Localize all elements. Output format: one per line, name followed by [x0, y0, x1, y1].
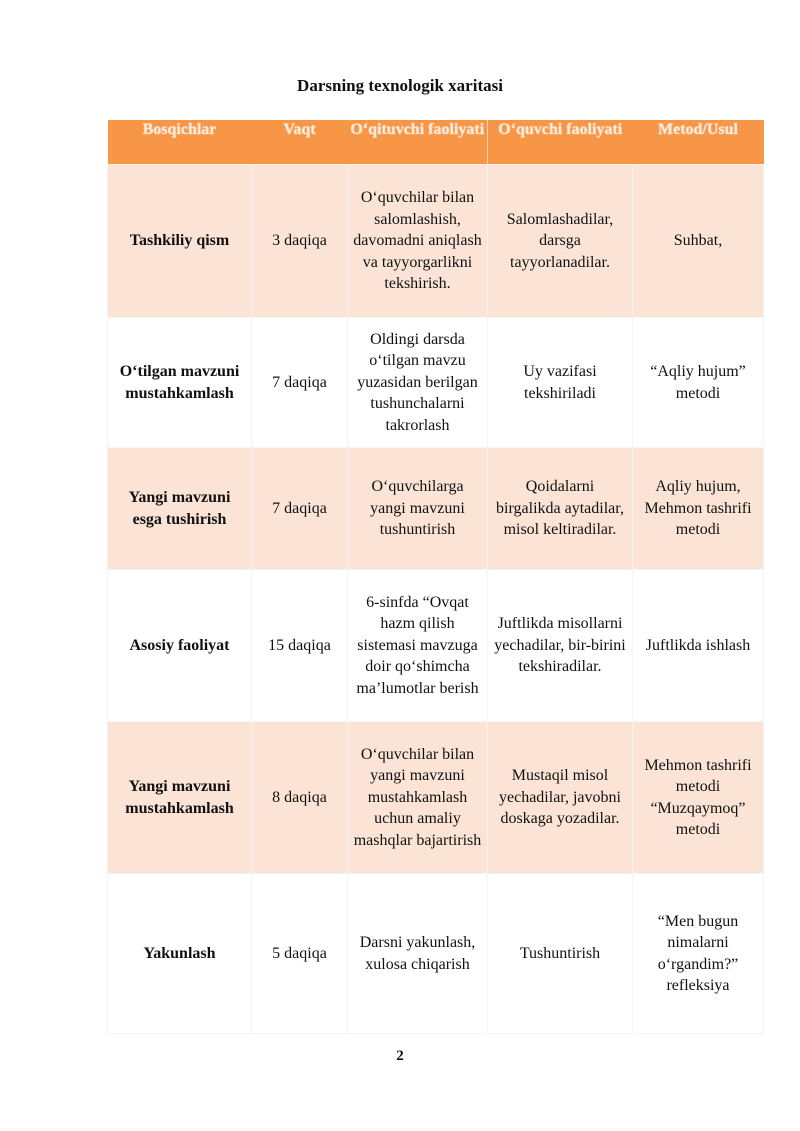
method-cell: Juftlikda ishlash: [633, 570, 764, 722]
student-activity-cell: Salomlashadilar, darsga tayyorlanadilar.: [488, 165, 633, 318]
time-cell: 8 daqiqa: [252, 722, 348, 874]
stage-cell: Asosiy faoliyat: [108, 570, 252, 722]
student-activity-cell: Tushuntirish: [488, 874, 633, 1034]
page-number: 2: [396, 1048, 404, 1064]
table-row: [108, 722, 764, 874]
table-row: [108, 318, 764, 448]
method-cell: “Aqliy hujum” metodi: [633, 318, 764, 448]
student-activity-cell: Mustaqil misol yechadilar, javobni doskaga yozadilar.: [488, 722, 633, 874]
stage-cell: O‘tilgan mavzuni mustahkamlash: [108, 318, 252, 448]
student-activity-cell: Qoidalarni birgalikda aytadilar, misol keltiradilar.: [488, 448, 633, 570]
lesson-plan-table: [107, 120, 764, 1034]
header-method: Metod/Usul: [633, 120, 764, 165]
time-cell: 3 daqiqa: [252, 165, 348, 318]
method-cell: Aqliy hujum, Mehmon tashrifi metodi: [633, 448, 764, 570]
document-title: Darsning texnologik xaritasi: [297, 76, 503, 95]
teacher-activity-cell: O‘quvchilar bilan salomlashish, davomadni aniqlash va tayyorgarlikni tekshirish.: [348, 165, 488, 318]
time-cell: 7 daqiqa: [252, 448, 348, 570]
table-header-row: [108, 120, 764, 165]
teacher-activity-cell: O‘quvchilar bilan yangi mavzuni mustahkamlash uchun amaliy mashqlar bajartirish: [348, 722, 488, 874]
stage-cell: Yangi mavzuni mustahkamlash: [108, 722, 252, 874]
teacher-activity-cell: O‘quvchilarga yangi mavzuni tushuntirish: [348, 448, 488, 570]
stage-cell: Tashkiliy qism: [108, 165, 252, 318]
teacher-activity-cell: 6-sinfda “Ovqat hazm qilish sistemasi mavzuga doir qo‘shimcha ma’lumotlar berish: [348, 570, 488, 722]
stage-cell: Yakunlash: [108, 874, 252, 1034]
time-cell: 15 daqiqa: [252, 570, 348, 722]
student-activity-cell: Uy vazifasi tekshiriladi: [488, 318, 633, 448]
table-row: [108, 448, 764, 570]
teacher-activity-cell: Oldingi darsda o‘tilgan mavzu yuzasidan berilgan tushunchalarni takrorlash: [348, 318, 488, 448]
header-student-activity: O‘quvchi faoliyati: [488, 120, 633, 165]
method-cell: Mehmon tashrifi metodi “Muzqaymoq” metodi: [633, 722, 764, 874]
teacher-activity-cell: Darsni yakunlash, xulosa chiqarish: [348, 874, 488, 1034]
method-cell: Suhbat,: [633, 165, 764, 318]
table-row: [108, 874, 764, 1034]
header-time: Vaqt: [252, 120, 348, 165]
method-cell: “Men bugun nimalarni o‘rgandim?” refleksiya: [633, 874, 764, 1034]
table-row: [108, 165, 764, 318]
table-row: [108, 570, 764, 722]
time-cell: 5 daqiqa: [252, 874, 348, 1034]
student-activity-cell: Juftlikda misollarni yechadilar, bir-birini tekshiradilar.: [488, 570, 633, 722]
stage-cell: Yangi mavzuni esga tushirish: [108, 448, 252, 570]
time-cell: 7 daqiqa: [252, 318, 348, 448]
header-teacher-activity: O‘qituvchi faoliyati: [348, 120, 488, 165]
header-stage: Bosqichlar: [108, 120, 252, 165]
